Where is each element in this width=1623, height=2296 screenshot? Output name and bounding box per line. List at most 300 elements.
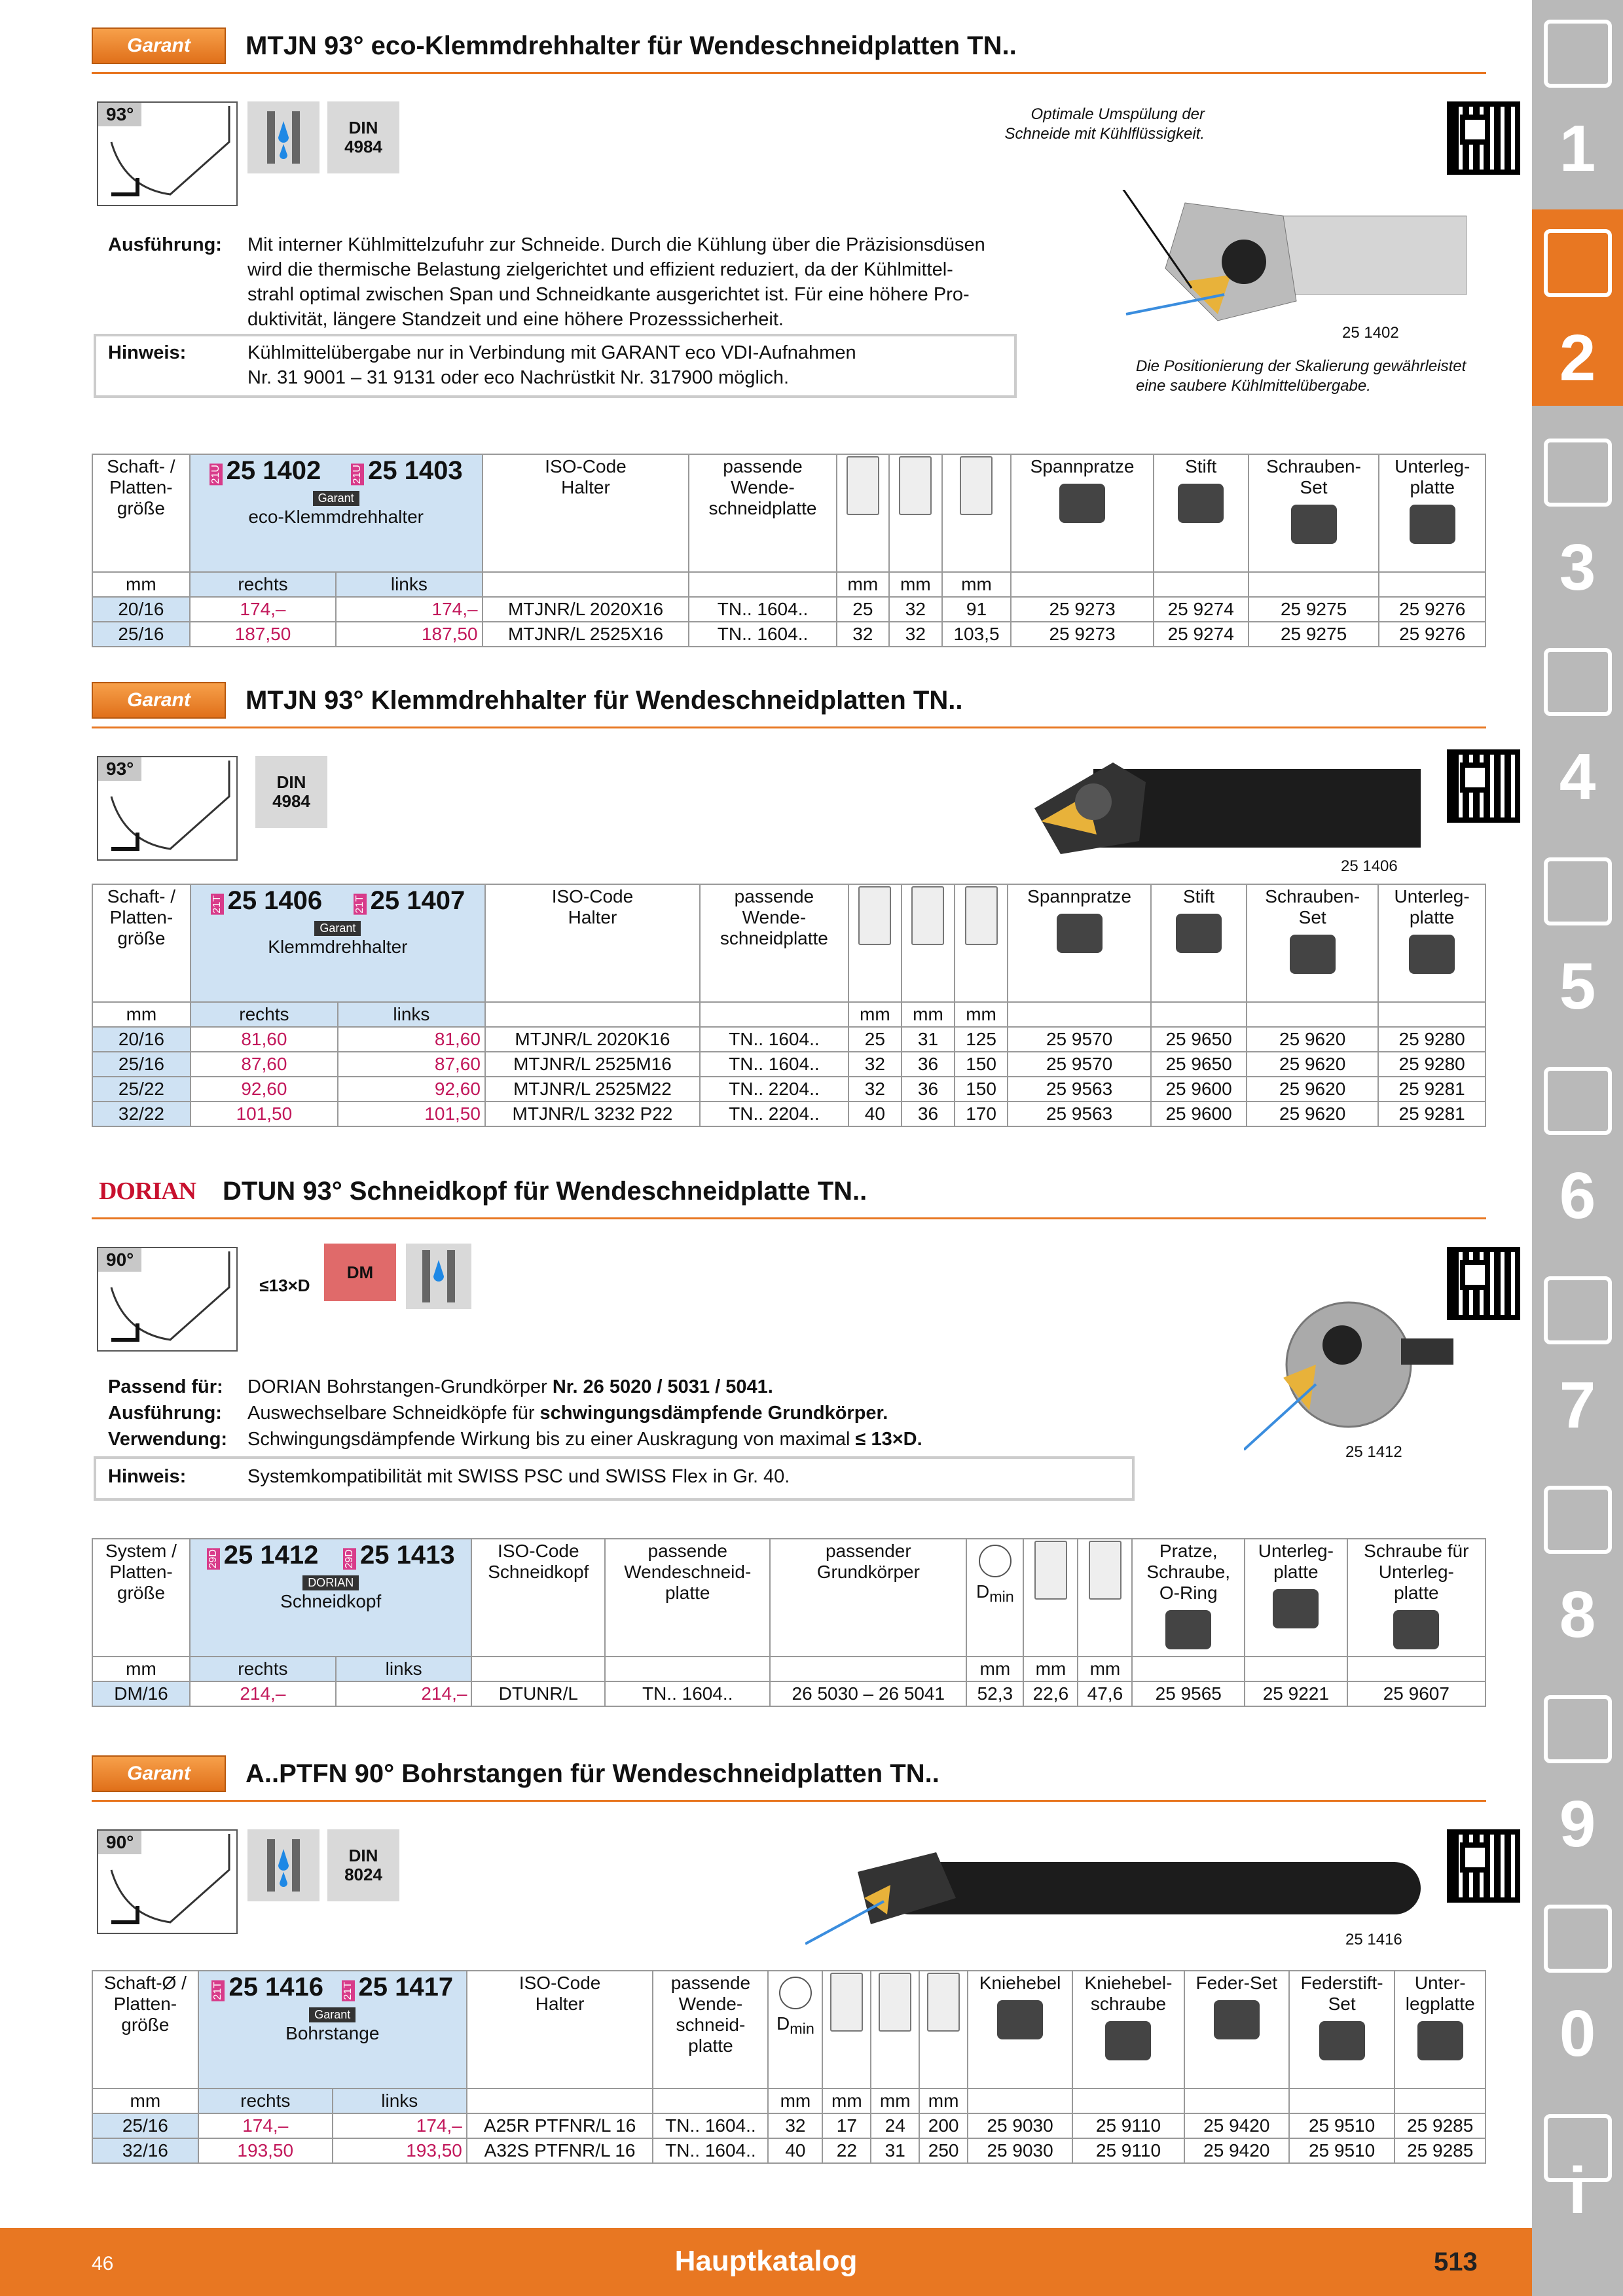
empty-cell [1011, 572, 1153, 597]
header-line: Wende- [678, 1994, 743, 2014]
value-cell: 250 [919, 2138, 968, 2163]
value-cell: 25 9650 [1151, 1027, 1247, 1052]
article-numbers [194, 1541, 467, 1570]
hinweis-label: Hinweis: [108, 342, 187, 363]
size-cell[interactable]: 25/16 [92, 622, 190, 647]
header-line: Grundkörper [816, 1562, 920, 1582]
info-text-normal: Schwingungsdämpfende Wirkung bis zu einer Auskragung von maximal [247, 1429, 856, 1450]
product-name: eco-Klemmdrehhalter [248, 507, 424, 527]
empty-cell [1072, 2089, 1184, 2113]
header-part [1008, 884, 1151, 1002]
image-code: 25 1402 [1342, 324, 1399, 342]
value-cell: 52,3 [966, 1681, 1023, 1706]
price-cell[interactable]: 174,– [198, 2113, 333, 2138]
dimension-sketch-icon [847, 456, 879, 515]
header-iso [485, 884, 700, 1002]
chapter-tab-3[interactable] [1532, 628, 1623, 825]
price-cell[interactable]: 101,50 [338, 1102, 485, 1126]
part-photo-icon [1105, 2021, 1151, 2060]
value-cell: 25 9510 [1289, 2113, 1395, 2138]
section-header [92, 1172, 867, 1211]
header-part [1249, 454, 1379, 572]
size-cell[interactable]: 20/16 [92, 1027, 191, 1052]
empty-cell [770, 1657, 966, 1681]
chapter-tab-2[interactable] [1532, 419, 1623, 615]
table-row[interactable] [92, 1027, 1486, 1052]
din-label: DIN [348, 1846, 378, 1866]
header-plate [689, 454, 836, 572]
header-line: platte [665, 1583, 710, 1603]
header-part-label: Schraube für Unterleg- platte [1364, 1541, 1469, 1603]
dmin-sub: min [790, 2020, 814, 2037]
empty-cell [700, 1002, 848, 1027]
units-row [92, 2089, 1486, 2113]
angle-label: 90° [98, 1831, 141, 1854]
chapter-tab-0[interactable] [1532, 0, 1623, 196]
header-line: Schaft- / [107, 886, 176, 906]
header-dimension-icon [871, 1971, 919, 2089]
product-photo [1034, 756, 1427, 861]
header-line: Wende- [742, 907, 807, 927]
chapter-tab-7[interactable] [1532, 1466, 1623, 1662]
header-part-label: Federstift- Set [1300, 1973, 1383, 2014]
value-cell: 25 9650 [1151, 1052, 1247, 1077]
size-cell[interactable]: 32/22 [92, 1102, 191, 1126]
header-part [1247, 884, 1378, 1002]
unit-cell: mm [92, 1657, 190, 1681]
product-photo [1100, 190, 1480, 340]
header-article [191, 884, 485, 1002]
hinweis-label: Hinweis: [108, 1466, 187, 1487]
value-cell: 25 9273 [1011, 622, 1153, 647]
header-size [92, 884, 191, 1002]
size-cell[interactable]: DM/16 [92, 1681, 190, 1706]
value-cell: 32 [848, 1052, 902, 1077]
chapter-number: 1 [1559, 112, 1596, 185]
header-iso [483, 454, 689, 572]
chapter-tab-6[interactable] [1532, 1257, 1623, 1453]
header-line: Schaft-Ø / [103, 1973, 187, 1993]
header-part-label: Feder-Set [1195, 1973, 1278, 1993]
product-name: Bohrstange [285, 2023, 380, 2043]
header-line: Schaft- / [107, 456, 175, 476]
empty-cell [653, 2089, 768, 2113]
unit-cell: mm [837, 572, 890, 597]
footer-right: 513 [1434, 2248, 1478, 2276]
dimension-sketch-icon [899, 456, 932, 515]
chapter-tab-8[interactable] [1532, 1676, 1623, 1872]
value-cell: 40 [768, 2138, 822, 2163]
chapter-number: 7 [1559, 1369, 1596, 1442]
din-number: 4984 [272, 791, 310, 811]
size-cell[interactable]: 25/16 [92, 1052, 191, 1077]
unit-cell: mm [768, 2089, 822, 2113]
dmin-d: D [776, 2013, 790, 2034]
header-part [1379, 454, 1486, 572]
angle-label: 93° [98, 103, 141, 126]
unit-cell: mm [902, 1002, 955, 1027]
value-cell: 22 [822, 2138, 871, 2163]
section-header [92, 681, 962, 720]
footer-center: Hauptkatalog [674, 2245, 858, 2277]
empty-cell [1379, 572, 1486, 597]
header-part-label: Spannpratze [1030, 456, 1135, 476]
value-cell: 32 [768, 2113, 822, 2138]
chapter-tab-10[interactable] [1532, 2094, 1623, 2291]
empty-cell [1249, 572, 1379, 597]
price-cell[interactable]: 214,– [190, 1681, 336, 1706]
din-label: DIN [276, 772, 306, 793]
value-cell: 25 9565 [1132, 1681, 1245, 1706]
article-tag: 21T [211, 895, 223, 914]
reach-badge: ≤13×D [246, 1244, 324, 1301]
callout-line: Die Positionierung der Skalierung gewährleistet [1136, 357, 1467, 375]
chapter-tab-1[interactable] [1532, 209, 1623, 406]
part-photo-icon [1290, 935, 1336, 974]
part-photo-icon [1214, 2000, 1260, 2039]
value-cell: 32 [889, 622, 942, 647]
value-cell: 25 9570 [1008, 1052, 1151, 1077]
article-number: 25 1417 [358, 1973, 454, 2001]
dimension-sketch-icon [1034, 1541, 1067, 1600]
size-cell[interactable]: 32/16 [92, 2138, 198, 2163]
chapter-icon [1544, 1486, 1612, 1554]
empty-cell [1289, 2089, 1395, 2113]
chapter-number: 3 [1559, 531, 1596, 604]
info-text-bold: schwingungsdämpfende Grundkörper. [539, 1403, 888, 1424]
header-line: ISO-Code [545, 456, 627, 476]
header-iso [467, 1971, 653, 2089]
value-cell: 91 [942, 597, 1012, 622]
page-footer [0, 2228, 1532, 2296]
info-text-normal: Auswechselbare Schneidköpfe für [247, 1403, 540, 1424]
price-cell[interactable]: 92,60 [191, 1077, 338, 1102]
part-photo-icon [1176, 914, 1222, 953]
value-cell: 25 9276 [1379, 597, 1486, 622]
article-tag: 21T [212, 1981, 224, 2000]
header-line: ISO-Code [498, 1541, 579, 1561]
value-cell: 25 9563 [1008, 1102, 1151, 1126]
part-photo-icon [1291, 505, 1337, 544]
din-badge [255, 756, 327, 828]
article-cell [211, 886, 323, 916]
table-row[interactable] [92, 1681, 1486, 1706]
value-cell: 25 9275 [1249, 597, 1379, 622]
empty-cell [1247, 1002, 1378, 1027]
din-badge [327, 101, 399, 173]
header-article [190, 454, 483, 572]
header-plate [605, 1539, 770, 1657]
table-row[interactable] [92, 1102, 1486, 1126]
angle-diagram [97, 101, 238, 206]
article-number: 25 1412 [223, 1541, 319, 1570]
article-cell [351, 456, 463, 486]
price-cell[interactable]: 87,60 [338, 1052, 485, 1077]
empty-cell [1008, 1002, 1151, 1027]
article-tag: 21T [354, 895, 365, 914]
callout-bottom [1136, 357, 1529, 396]
table-row[interactable] [92, 1052, 1486, 1077]
part-photo-icon [1059, 484, 1105, 523]
price-cell[interactable]: 187,50 [190, 622, 336, 647]
dimension-sketch-icon [1089, 1541, 1122, 1600]
section-divider [92, 1800, 1486, 1802]
header-line: passender [825, 1541, 911, 1561]
price-cell[interactable]: 92,60 [338, 1077, 485, 1102]
article-cell [210, 456, 321, 486]
value-cell: 25 [848, 1027, 902, 1052]
header-plate [700, 884, 848, 1002]
brand-logo: DORIAN [98, 1177, 196, 1205]
value-cell: TN.. 1604.. [700, 1027, 848, 1052]
value-cell: 25 9570 [1008, 1027, 1151, 1052]
angle-diagram [97, 756, 238, 861]
brand-mini-logo: DORIAN [302, 1575, 359, 1590]
value-cell: 25 9285 [1395, 2113, 1486, 2138]
article-numbers [194, 456, 478, 486]
info-text-bold: Nr. 26 5020 / 5031 / 5041. [552, 1376, 773, 1397]
rechts-label: rechts [191, 1002, 338, 1027]
header-plate [653, 1971, 768, 2089]
chapter-number: 2 [1559, 321, 1596, 395]
header-line: größe [117, 928, 166, 948]
article-number: 25 1416 [228, 1973, 324, 2001]
qr-code-icon[interactable] [1447, 101, 1520, 175]
chapter-number: 6 [1559, 1159, 1596, 1232]
header-part-label: Unter- legplatte [1405, 1973, 1475, 2014]
table-row[interactable] [92, 622, 1486, 647]
section-divider [92, 72, 1486, 74]
value-cell: 25 9276 [1379, 622, 1486, 647]
info-label: Ausführung: [108, 1403, 222, 1424]
chapter-icon [1544, 439, 1612, 507]
article-tag: 21U [352, 464, 363, 484]
price-cell[interactable]: 174,– [336, 597, 482, 622]
header-part-label: Kniehebel [979, 1973, 1061, 1993]
unit-cell: mm [955, 1002, 1008, 1027]
info-label: Verwendung: [108, 1429, 228, 1450]
empty-cell [467, 2089, 653, 2113]
section-divider [92, 726, 1486, 728]
value-cell: 32 [837, 622, 890, 647]
value-cell: 31 [871, 2138, 919, 2163]
dmin-icon [979, 1545, 1012, 1577]
value-cell: DTUNR/L [471, 1681, 605, 1706]
table-header-row [92, 1539, 1486, 1657]
price-cell[interactable]: 101,50 [191, 1102, 338, 1126]
brand-mini-logo: Garant [313, 491, 359, 506]
header-part-label: Unterleg- platte [1258, 1541, 1334, 1582]
value-cell: TN.. 2204.. [700, 1102, 848, 1126]
header-line: schneid- [676, 2015, 746, 2035]
chapter-tab-9[interactable] [1532, 1885, 1623, 2081]
value-cell: TN.. 1604.. [689, 622, 836, 647]
value-cell: 25 9280 [1378, 1052, 1486, 1077]
angle-label: 93° [98, 757, 141, 781]
article-cell [211, 1973, 323, 2002]
chapter-icon [1544, 1905, 1612, 1973]
article-number: 25 1407 [370, 886, 465, 915]
value-cell: 25 9620 [1247, 1027, 1378, 1052]
header-line: Wende- [731, 477, 795, 497]
header-part-label: Unterleg- platte [1394, 886, 1470, 927]
chapter-number: 8 [1559, 1578, 1596, 1651]
brand-mini-logo: Garant [309, 2007, 356, 2022]
empty-cell [1395, 2089, 1486, 2113]
article-numbers [195, 886, 481, 916]
value-cell: 150 [955, 1077, 1008, 1102]
chapter-tab-5[interactable] [1532, 1047, 1623, 1244]
dm-badge: DM [324, 1244, 396, 1301]
price-cell[interactable]: 81,60 [191, 1027, 338, 1052]
ausfuehrung-text [247, 232, 1033, 332]
dmin-d: D [976, 1581, 990, 1602]
header-dimension-icon [768, 1971, 822, 2089]
header-part [1347, 1539, 1486, 1657]
header-dimension-icon [848, 884, 902, 1002]
header-part-label: Schrauben- Set [1266, 456, 1361, 497]
unit-cell: mm [1023, 1657, 1078, 1681]
price-cell[interactable]: 214,– [336, 1681, 472, 1706]
article-number: 25 1413 [360, 1541, 455, 1570]
header-part [1132, 1539, 1245, 1657]
value-cell: 25 9030 [968, 2113, 1072, 2138]
article-cell [343, 1541, 455, 1570]
price-cell[interactable]: 81,60 [338, 1027, 485, 1052]
value-cell: 25 9030 [968, 2138, 1072, 2163]
qr-code-icon[interactable] [1447, 1829, 1520, 1903]
empty-cell [485, 1002, 700, 1027]
table-row[interactable] [92, 2113, 1486, 2138]
value-cell: 25 9285 [1395, 2138, 1486, 2163]
value-cell: 36 [902, 1102, 955, 1126]
value-cell: 25 9620 [1247, 1052, 1378, 1077]
angle-diagram [97, 1829, 238, 1934]
table-header-row [92, 884, 1486, 1002]
article-tag: 21T [342, 1981, 354, 2000]
price-cell[interactable]: 174,– [190, 597, 336, 622]
unit-cell: mm [871, 2089, 919, 2113]
brand-logo: Garant [92, 682, 226, 719]
header-line: größe [117, 1583, 166, 1603]
article-tag: 21U [210, 464, 221, 484]
text-line: Kühlmittelübergabe nur in Verbindung mit GARANT eco VDI-Aufnahmen [247, 342, 856, 363]
rechts-label: rechts [190, 1657, 336, 1681]
chapter-icon [1544, 857, 1612, 925]
header-article [198, 1971, 467, 2089]
header-dimension-icon [889, 454, 942, 572]
text-line: Mit interner Kühlmittelzufuhr zur Schneide. Durch die Kühlung über die Präzisionsdüsen [247, 234, 985, 255]
part-photo-icon [997, 2000, 1043, 2039]
section-title: DTUN 93° Schneidkopf für Wendeschneidplatte TN.. [223, 1176, 867, 1206]
empty-cell [605, 1657, 770, 1681]
header-dimension-icon [955, 884, 1008, 1002]
part-photo-icon [1165, 1610, 1211, 1649]
table-row[interactable] [92, 597, 1486, 622]
size-cell[interactable]: 20/16 [92, 597, 190, 622]
price-cell[interactable]: 193,50 [198, 2138, 333, 2163]
part-photo-icon [1393, 1610, 1439, 1649]
coolant-icon [247, 1829, 319, 1901]
price-cell[interactable]: 193,50 [333, 2138, 467, 2163]
header-part [1072, 1971, 1184, 2089]
value-cell: 25 9420 [1184, 2113, 1289, 2138]
article-number: 25 1403 [368, 456, 463, 485]
header-line: Platten- [113, 1994, 177, 2014]
unit-cell: mm [889, 572, 942, 597]
header-line: passende [647, 1541, 727, 1561]
value-cell: 36 [902, 1077, 955, 1102]
dmin-sub: min [989, 1588, 1014, 1605]
article-number: 25 1402 [226, 456, 321, 485]
table-row[interactable] [92, 1077, 1486, 1102]
header-part [1011, 454, 1153, 572]
chapter-tab-4[interactable] [1532, 838, 1623, 1034]
table-row[interactable] [92, 2138, 1486, 2163]
part-photo-icon [1273, 1589, 1319, 1628]
value-cell: 25 9274 [1154, 597, 1249, 622]
article-number: 25 1406 [227, 886, 323, 915]
empty-cell [1151, 1002, 1247, 1027]
header-dimension-icon [902, 884, 955, 1002]
value-cell: TN.. 2204.. [700, 1077, 848, 1102]
size-cell[interactable]: 25/22 [92, 1077, 191, 1102]
dimension-sketch-icon [830, 1973, 863, 2032]
din-label: DIN [348, 118, 378, 138]
product-table [92, 884, 1486, 1127]
header-dimension-icon [942, 454, 1012, 572]
value-cell: 25 9563 [1008, 1077, 1151, 1102]
dimension-sketch-icon [965, 886, 998, 945]
value-cell: 31 [902, 1027, 955, 1052]
text-line: Nr. 31 9001 – 31 9131 oder eco Nachrüstkit Nr. 317900 möglich. [247, 367, 790, 388]
dimension-sketch-icon [927, 1973, 960, 2032]
header-iso [471, 1539, 605, 1657]
header-size [92, 454, 190, 572]
price-cell[interactable]: 174,– [333, 2113, 467, 2138]
value-cell: 170 [955, 1102, 1008, 1126]
price-cell[interactable]: 187,50 [336, 622, 482, 647]
unit-cell: mm [966, 1657, 1023, 1681]
units-row [92, 1657, 1486, 1681]
angle-diagram [97, 1247, 238, 1352]
links-label: links [336, 1657, 472, 1681]
text-line: duktivität, längere Standzeit und eine höhere Prozesssicherheit. [247, 309, 784, 330]
chapter-icon [1544, 1276, 1612, 1344]
unit-cell: mm [92, 572, 190, 597]
qr-code-icon[interactable] [1447, 749, 1520, 823]
chapter-number: 0 [1559, 1997, 1596, 2070]
header-line: größe [117, 498, 165, 518]
value-cell: 32 [848, 1077, 902, 1102]
callout-line: Schneide mit Kühlflüssigkeit. [1004, 125, 1205, 143]
header-dimension-icon [919, 1971, 968, 2089]
chapter-icon [1544, 1067, 1612, 1135]
dimension-sketch-icon [960, 456, 993, 515]
header-part [968, 1971, 1072, 2089]
price-cell[interactable]: 87,60 [191, 1052, 338, 1077]
value-cell: 25 9281 [1378, 1102, 1486, 1126]
value-cell: 25 9620 [1247, 1077, 1378, 1102]
value-cell: 25 9280 [1378, 1027, 1486, 1052]
header-part-label: Kniehebel- schraube [1084, 1973, 1173, 2014]
value-cell: 25 9607 [1347, 1681, 1486, 1706]
value-cell: MTJNR/L 2525X16 [483, 622, 689, 647]
info-text [247, 1427, 1099, 1452]
text-line: wird die thermische Belastung zielgerichtet und effizient reduziert, da der Kühlmittel- [247, 259, 953, 280]
header-line: System / [105, 1541, 177, 1561]
size-cell[interactable]: 25/16 [92, 2113, 198, 2138]
